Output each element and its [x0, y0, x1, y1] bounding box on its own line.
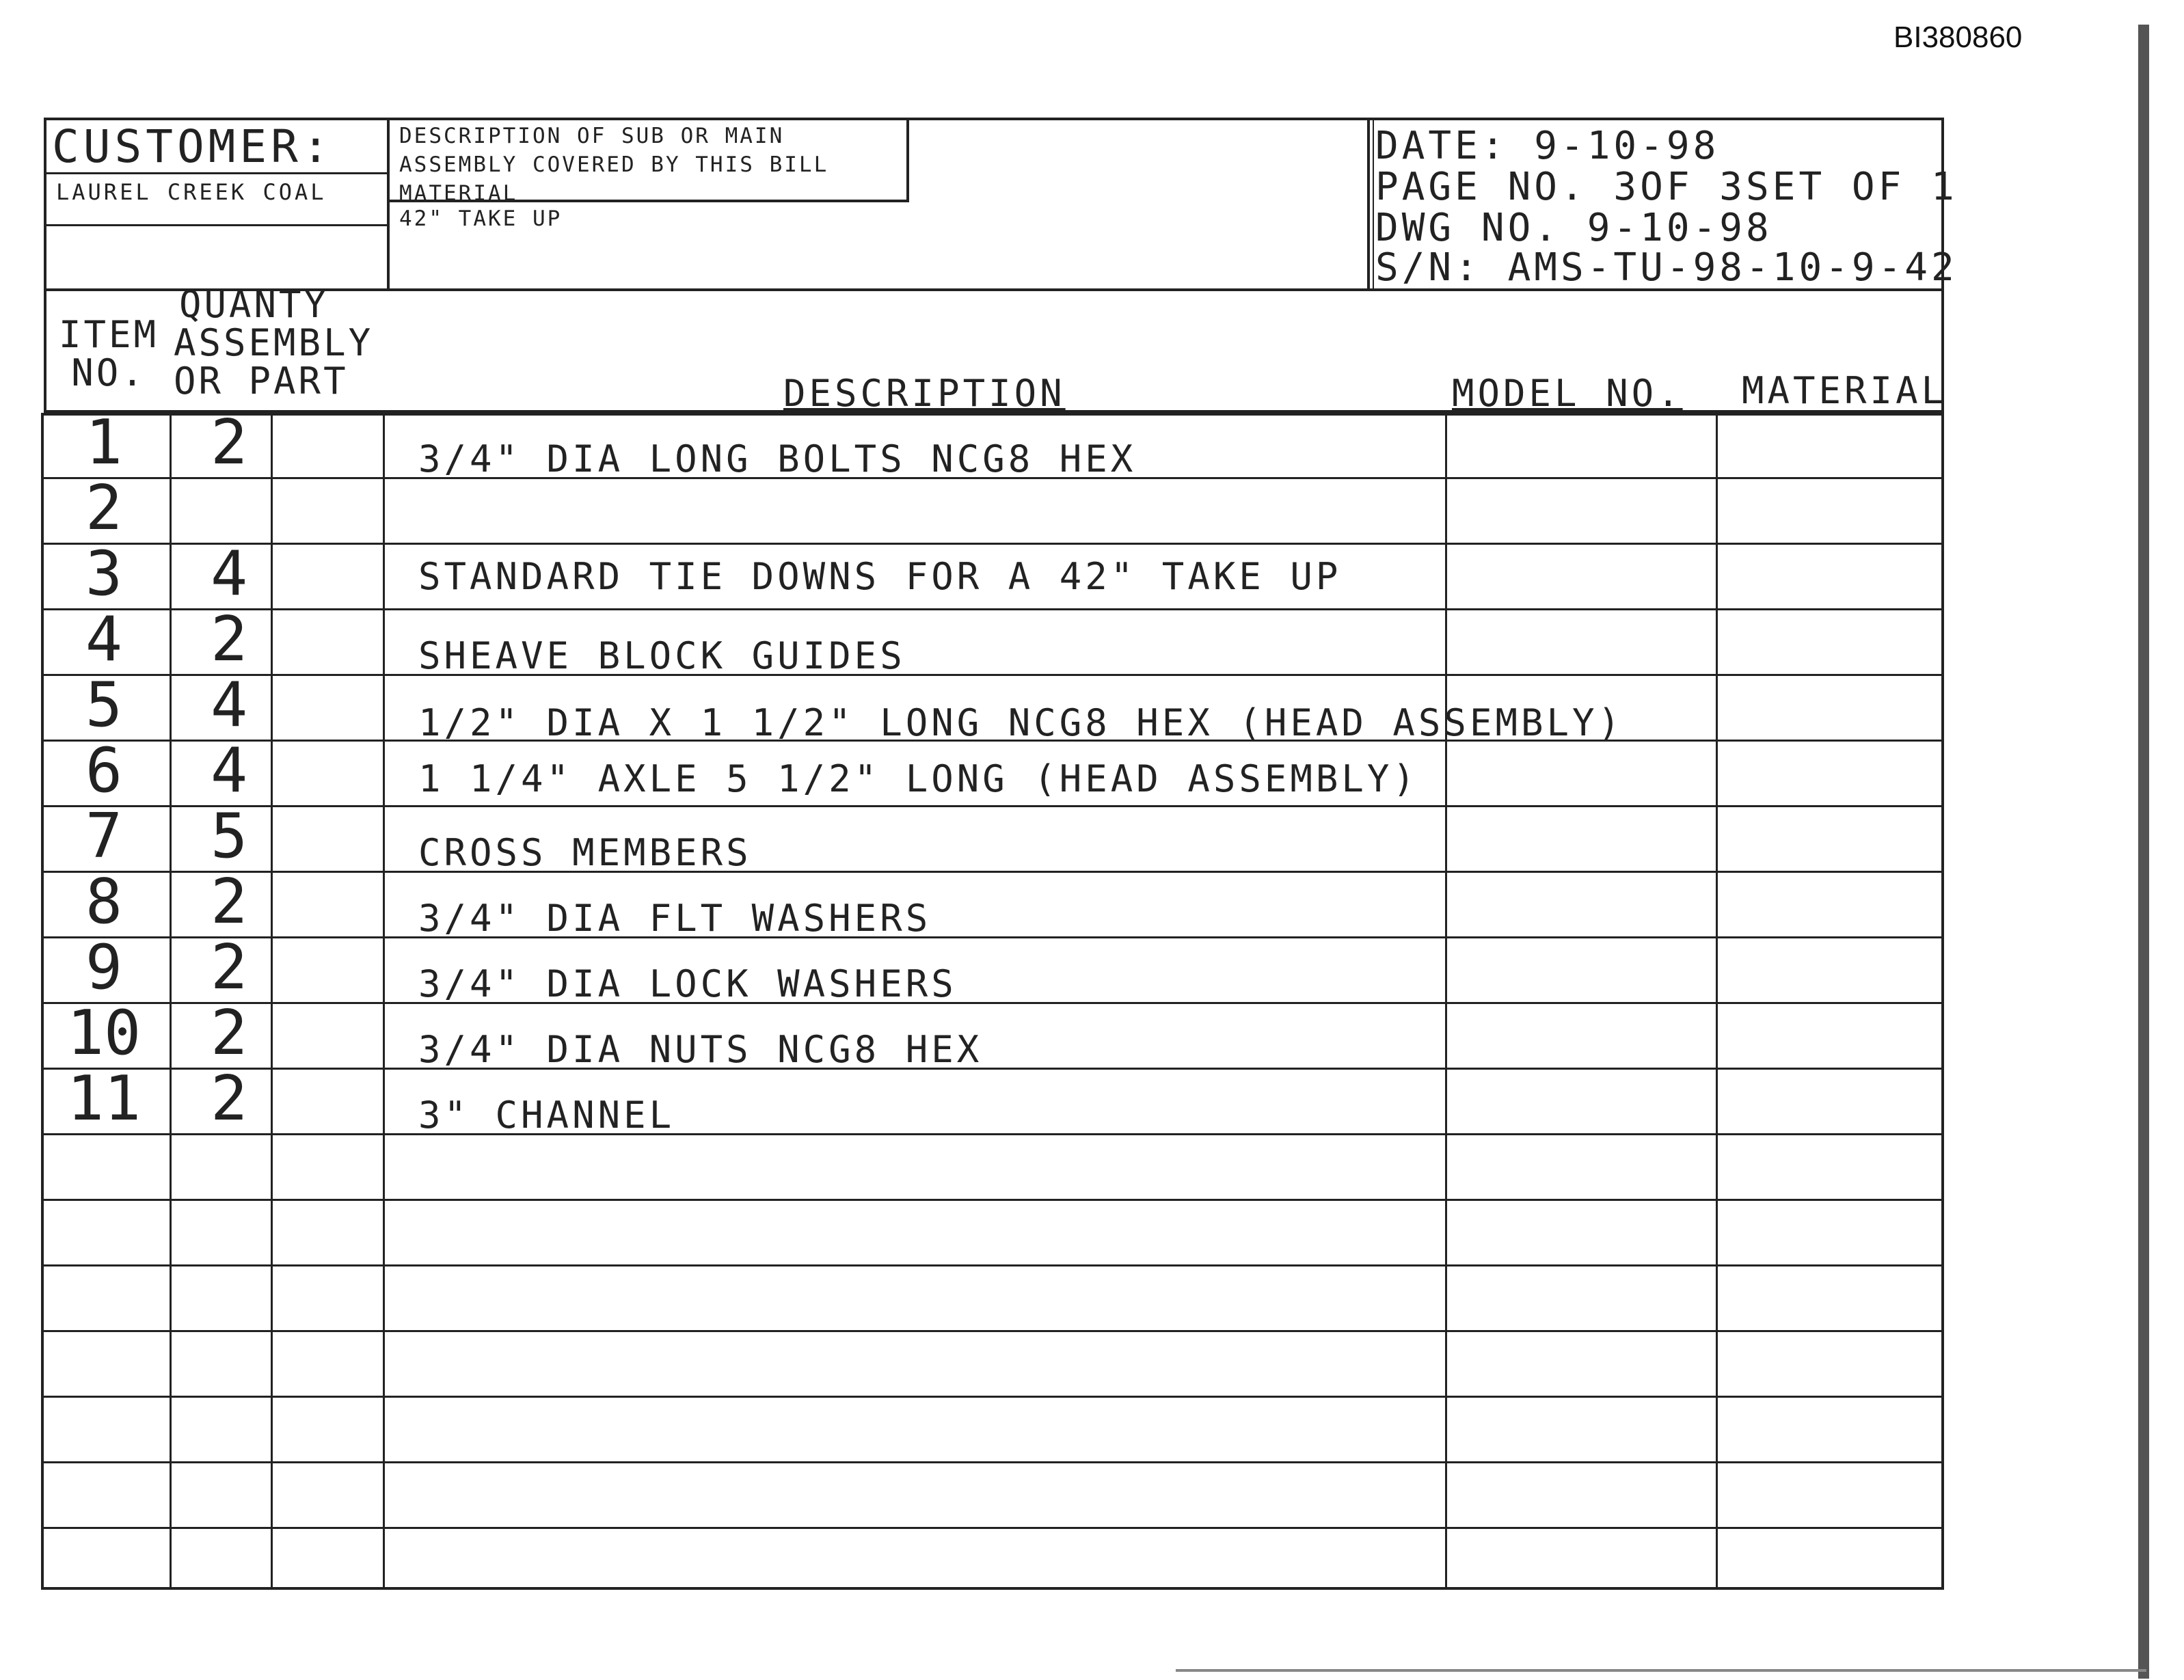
quantity: 2 — [211, 866, 248, 938]
table-row-divider — [41, 1527, 1944, 1529]
item-number: 9 — [85, 932, 123, 1003]
quantity: 4 — [211, 735, 248, 807]
table-row — [41, 997, 1944, 1071]
column-header-quantity — [174, 283, 379, 403]
customer-label: CUSTOMER: — [52, 120, 334, 173]
table-row-divider — [41, 1461, 1944, 1463]
description: 3" CHANNEL — [418, 1094, 675, 1137]
assembly-description-label: DESCRIPTION OF SUB OR MAIN ASSEMBLY COVERED BY THIS BILL MATERIAL — [399, 124, 829, 206]
item-number: 8 — [85, 866, 123, 938]
table-row — [41, 538, 1944, 610]
table-row — [41, 669, 1944, 744]
quantity-header-line-3: OR PART — [174, 360, 349, 403]
quantity: 2 — [211, 604, 248, 675]
table-row-divider — [41, 1264, 1944, 1266]
quantity: 5 — [211, 800, 248, 872]
quantity: 2 — [211, 1063, 248, 1135]
table-row — [41, 604, 1944, 677]
drawing-number-field: DWG NO. 9-10-98 — [1375, 206, 1772, 250]
document-id: BI380860 — [1893, 21, 2023, 54]
description: SHEAVE BLOCK GUIDES — [418, 634, 906, 677]
serial-number-field: S/N: AMS-TU-98-10-9-42 — [1375, 245, 1958, 290]
quantity: 2 — [211, 997, 248, 1069]
item-number: 5 — [85, 669, 123, 741]
info-divider-inner — [1373, 118, 1374, 291]
page-number-field: PAGE NO. 3OF 3SET OF 1 — [1375, 165, 1958, 209]
table-row-divider — [41, 1199, 1944, 1201]
item-number: 6 — [85, 735, 123, 807]
date-field: DATE: 9-10-98 — [1375, 124, 1720, 168]
table-row — [41, 932, 1944, 1005]
quantity-header-line-2: ASSEMBLY — [174, 321, 374, 364]
item-number: 11 — [66, 1063, 141, 1135]
description: 3/4" DIA FLT WASHERS — [418, 897, 932, 940]
column-header-model: MODEL NO. — [1452, 372, 1683, 415]
quantity: 2 — [211, 932, 248, 1003]
description: 3/4" DIA LONG BOLTS NCG8 HEX — [418, 437, 1137, 480]
assembly-description-value: 42" TAKE UP — [399, 206, 563, 231]
table-row — [41, 800, 1944, 874]
scan-edge-vertical — [2138, 25, 2149, 1679]
table-row — [41, 1063, 1944, 1137]
description: 3/4" DIA NUTS NCG8 HEX — [418, 1028, 983, 1071]
scan-edge-horizontal — [1176, 1669, 2146, 1672]
item-number: 1 — [85, 407, 123, 478]
table-row — [41, 735, 1944, 807]
column-header-material: MATERIAL — [1742, 369, 1947, 412]
quantity-header-line-1: QUANTY — [179, 283, 329, 326]
quantity: 4 — [211, 669, 248, 741]
item-number: 3 — [85, 538, 123, 610]
description: CROSS MEMBERS — [418, 831, 752, 874]
customer-name: LAUREL CREEK COAL — [56, 179, 327, 205]
customer-divider-lower — [44, 224, 390, 226]
item-number: 10 — [66, 997, 141, 1069]
table-row-divider — [41, 1396, 1944, 1398]
item-number: 2 — [85, 472, 123, 544]
column-header-item: ITEM NO. — [58, 313, 159, 394]
description: 1 1/4" AXLE 5 1/2" LONG (HEAD ASSEMBLY) — [418, 757, 1418, 800]
table-row — [41, 407, 1944, 480]
item-number: 7 — [85, 800, 123, 872]
quantity: 2 — [211, 407, 248, 478]
description: 3/4" DIA LOCK WASHERS — [418, 962, 957, 1005]
description: STANDARD TIE DOWNS FOR A 42" TAKE UP — [418, 555, 1342, 598]
info-divider — [1367, 118, 1370, 291]
column-header-description: DESCRIPTION — [783, 372, 1066, 415]
table-row — [41, 866, 1944, 940]
table-row-divider — [41, 1330, 1944, 1332]
quantity: 4 — [211, 538, 248, 610]
description: 1/2" DIA X 1 1/2" LONG NCG8 HEX (HEAD ASSEMBLY) — [418, 701, 1624, 744]
table-row — [41, 472, 1944, 544]
item-number: 4 — [85, 604, 123, 675]
